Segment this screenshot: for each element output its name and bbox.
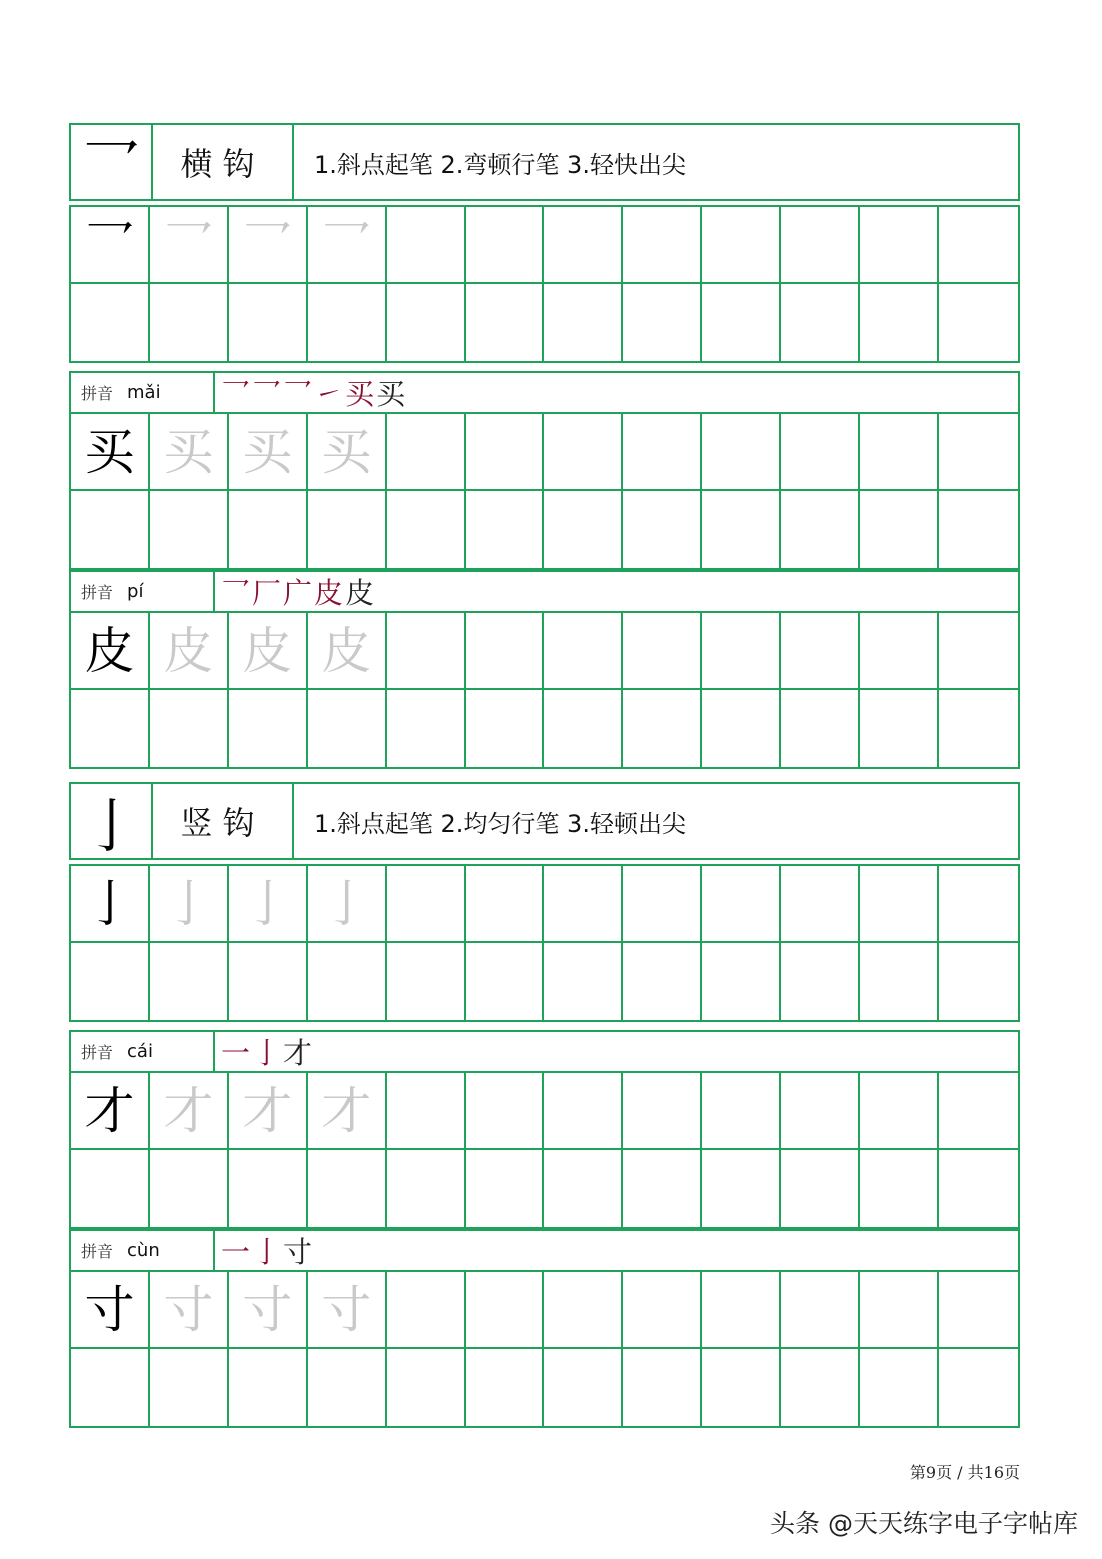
write-cell[interactable] — [623, 866, 702, 943]
stroke-name: 竖钩 — [153, 784, 294, 858]
stroke-order — [215, 1231, 314, 1270]
model-cell: 乛 — [71, 207, 150, 284]
practice-grid-henggou — [69, 205, 1020, 363]
write-cell[interactable] — [71, 491, 150, 568]
write-cell[interactable] — [781, 1349, 860, 1426]
stroke-order-step: 买 — [376, 377, 406, 411]
write-cell[interactable] — [860, 1073, 939, 1150]
write-cell[interactable] — [702, 284, 781, 361]
write-cell[interactable] — [702, 1272, 781, 1349]
write-cell[interactable] — [387, 284, 466, 361]
write-cell[interactable] — [860, 284, 939, 361]
write-cell[interactable] — [623, 1073, 702, 1150]
practice-grid-cai — [69, 1071, 1020, 1229]
model-cell: 寸 — [71, 1272, 150, 1349]
stroke-order-step: 皮 — [314, 576, 344, 610]
write-cell[interactable] — [229, 284, 308, 361]
write-cell[interactable] — [623, 414, 702, 491]
write-cell[interactable] — [229, 690, 308, 767]
write-cell[interactable] — [544, 284, 623, 361]
stroke-order-step: 乛 — [221, 576, 251, 610]
write-cell[interactable] — [623, 207, 702, 284]
write-cell[interactable] — [939, 1150, 1018, 1227]
trace-cell: 才 — [150, 1073, 229, 1150]
write-cell[interactable] — [387, 491, 466, 568]
trace-cell: 乛 — [229, 207, 308, 284]
write-cell[interactable] — [939, 866, 1018, 943]
write-cell[interactable] — [702, 613, 781, 690]
write-cell[interactable] — [229, 491, 308, 568]
stroke-order — [215, 572, 376, 611]
pinyin-row-cai — [69, 1030, 1020, 1071]
stroke-order-step: 买 — [345, 377, 375, 411]
write-cell[interactable] — [229, 943, 308, 1020]
trace-cell: 亅 — [308, 866, 387, 943]
write-cell[interactable] — [466, 491, 545, 568]
pinyin-label: 拼音 — [81, 1043, 114, 1062]
write-cell[interactable] — [939, 207, 1018, 284]
write-cell[interactable] — [939, 1349, 1018, 1426]
write-cell[interactable] — [939, 943, 1018, 1020]
trace-cell: 买 — [150, 414, 229, 491]
practice-grid-pi — [69, 611, 1020, 769]
write-cell[interactable] — [544, 1150, 623, 1227]
write-cell[interactable] — [939, 690, 1018, 767]
pinyin-row-pi — [69, 570, 1020, 611]
write-cell[interactable] — [544, 491, 623, 568]
write-cell[interactable] — [939, 613, 1018, 690]
pinyin-value: mǎi — [127, 382, 161, 403]
write-cell[interactable] — [466, 690, 545, 767]
write-cell[interactable] — [387, 1349, 466, 1426]
write-cell[interactable] — [781, 866, 860, 943]
stroke-order-step: 寸 — [283, 1235, 313, 1269]
write-cell[interactable] — [466, 1073, 545, 1150]
write-cell[interactable] — [781, 414, 860, 491]
write-cell[interactable] — [860, 1349, 939, 1426]
stroke-order-step: 才 — [283, 1036, 313, 1070]
stroke-order-step: ㇀ — [314, 377, 344, 411]
write-cell[interactable] — [860, 207, 939, 284]
write-cell[interactable] — [387, 414, 466, 491]
practice-grid-cun — [69, 1270, 1020, 1428]
stroke-order-step: 一 — [221, 1036, 251, 1070]
write-cell[interactable] — [387, 1272, 466, 1349]
model-cell: 皮 — [71, 613, 150, 690]
write-cell[interactable] — [623, 1272, 702, 1349]
write-cell[interactable] — [387, 943, 466, 1020]
trace-cell: 亅 — [229, 866, 308, 943]
write-cell[interactable] — [623, 613, 702, 690]
write-cell[interactable] — [71, 1349, 150, 1426]
stroke-order-step: 乛 — [221, 377, 251, 411]
stroke-order-step: 乛 — [283, 377, 313, 411]
stroke-order-step: 乛 — [252, 377, 282, 411]
write-cell[interactable] — [781, 1150, 860, 1227]
pinyin-label: 拼音 — [81, 583, 114, 602]
write-cell[interactable] — [387, 866, 466, 943]
write-cell[interactable] — [702, 1349, 781, 1426]
write-cell[interactable] — [860, 613, 939, 690]
stroke-order-step: 厂 — [252, 576, 282, 610]
trace-cell: 寸 — [229, 1272, 308, 1349]
write-cell[interactable] — [150, 284, 229, 361]
write-cell[interactable] — [150, 491, 229, 568]
trace-cell: 皮 — [308, 613, 387, 690]
page-number: 第9页 / 共16页 — [909, 1463, 1020, 1482]
stroke-header-shugou — [69, 782, 1020, 860]
write-cell[interactable] — [702, 414, 781, 491]
write-cell[interactable] — [387, 207, 466, 284]
write-cell[interactable] — [860, 1150, 939, 1227]
write-cell[interactable] — [308, 943, 387, 1020]
write-cell[interactable] — [623, 284, 702, 361]
write-cell[interactable] — [702, 866, 781, 943]
write-cell[interactable] — [702, 1150, 781, 1227]
write-cell[interactable] — [150, 1150, 229, 1227]
write-cell[interactable] — [466, 1272, 545, 1349]
write-cell[interactable] — [939, 414, 1018, 491]
write-cell[interactable] — [623, 491, 702, 568]
write-cell[interactable] — [860, 414, 939, 491]
stroke-header-henggou — [69, 123, 1020, 201]
model-cell: 买 — [71, 414, 150, 491]
write-cell[interactable] — [71, 1150, 150, 1227]
write-cell[interactable] — [308, 491, 387, 568]
write-cell[interactable] — [387, 690, 466, 767]
stroke-order-step: 亅 — [252, 1235, 282, 1269]
write-cell[interactable] — [71, 690, 150, 767]
write-cell[interactable] — [466, 1349, 545, 1426]
write-cell[interactable] — [387, 613, 466, 690]
write-cell[interactable] — [466, 1150, 545, 1227]
write-cell[interactable] — [781, 207, 860, 284]
write-cell[interactable] — [544, 613, 623, 690]
write-cell[interactable] — [308, 284, 387, 361]
trace-cell: 寸 — [308, 1272, 387, 1349]
write-cell[interactable] — [702, 207, 781, 284]
write-cell[interactable] — [466, 414, 545, 491]
practice-grid-mai — [69, 412, 1020, 570]
write-cell[interactable] — [71, 284, 150, 361]
write-cell[interactable] — [623, 690, 702, 767]
write-cell[interactable] — [781, 284, 860, 361]
write-cell[interactable] — [544, 690, 623, 767]
write-cell[interactable] — [308, 690, 387, 767]
write-cell[interactable] — [939, 491, 1018, 568]
stroke-tips: 1.斜点起笔 2.均匀行笔 3.轻顿出尖 — [314, 809, 686, 838]
write-cell[interactable] — [544, 1272, 623, 1349]
watermark: 头条 @天天练字电子字帖库 — [770, 1509, 1078, 1538]
write-cell[interactable] — [150, 943, 229, 1020]
pinyin-value: cùn — [127, 1240, 160, 1261]
practice-grid-shugou — [69, 864, 1020, 1022]
trace-cell: 皮 — [229, 613, 308, 690]
write-cell[interactable] — [781, 1073, 860, 1150]
stroke-tips: 1.斜点起笔 2.弯顿行笔 3.轻快出尖 — [314, 150, 686, 179]
write-cell[interactable] — [781, 613, 860, 690]
write-cell[interactable] — [150, 690, 229, 767]
trace-cell: 才 — [308, 1073, 387, 1150]
write-cell[interactable] — [860, 491, 939, 568]
stroke-symbol: 乛 — [71, 125, 153, 199]
write-cell[interactable] — [623, 943, 702, 1020]
write-cell[interactable] — [939, 284, 1018, 361]
stroke-order-step: 皮 — [345, 576, 375, 610]
write-cell[interactable] — [544, 1073, 623, 1150]
trace-cell: 寸 — [150, 1272, 229, 1349]
trace-cell: 乛 — [150, 207, 229, 284]
write-cell[interactable] — [623, 1150, 702, 1227]
write-cell[interactable] — [71, 943, 150, 1020]
write-cell[interactable] — [702, 491, 781, 568]
write-cell[interactable] — [466, 284, 545, 361]
write-cell[interactable] — [860, 690, 939, 767]
write-cell[interactable] — [702, 1073, 781, 1150]
write-cell[interactable] — [860, 943, 939, 1020]
trace-cell: 买 — [229, 414, 308, 491]
write-cell[interactable] — [466, 207, 545, 284]
model-cell: 才 — [71, 1073, 150, 1150]
write-cell[interactable] — [623, 1349, 702, 1426]
stroke-order-step: 一 — [221, 1235, 251, 1269]
write-cell[interactable] — [939, 1073, 1018, 1150]
pinyin-label: 拼音 — [81, 384, 114, 403]
pinyin-value: cái — [127, 1041, 153, 1062]
write-cell[interactable] — [466, 866, 545, 943]
write-cell[interactable] — [781, 1272, 860, 1349]
write-cell[interactable] — [702, 690, 781, 767]
write-cell[interactable] — [387, 1073, 466, 1150]
write-cell[interactable] — [544, 866, 623, 943]
write-cell[interactable] — [544, 207, 623, 284]
stroke-order-step: 广 — [283, 576, 313, 610]
trace-cell: 才 — [229, 1073, 308, 1150]
write-cell[interactable] — [544, 943, 623, 1020]
write-cell[interactable] — [702, 943, 781, 1020]
pinyin-label: 拼音 — [81, 1242, 114, 1261]
write-cell[interactable] — [150, 1349, 229, 1426]
write-cell[interactable] — [466, 943, 545, 1020]
write-cell[interactable] — [781, 491, 860, 568]
stroke-order — [215, 1032, 314, 1071]
write-cell[interactable] — [860, 866, 939, 943]
trace-cell: 乛 — [308, 207, 387, 284]
write-cell[interactable] — [466, 613, 545, 690]
write-cell[interactable] — [860, 1272, 939, 1349]
write-cell[interactable] — [308, 1349, 387, 1426]
write-cell[interactable] — [387, 1150, 466, 1227]
trace-cell: 买 — [308, 414, 387, 491]
pinyin-row-cun — [69, 1229, 1020, 1270]
write-cell[interactable] — [229, 1150, 308, 1227]
write-cell[interactable] — [544, 1349, 623, 1426]
write-cell[interactable] — [939, 1272, 1018, 1349]
stroke-order-step: 亅 — [252, 1036, 282, 1070]
write-cell[interactable] — [781, 690, 860, 767]
stroke-name: 横钩 — [153, 125, 294, 199]
trace-cell: 亅 — [150, 866, 229, 943]
stroke-order — [215, 373, 407, 412]
pinyin-row-mai — [69, 371, 1020, 412]
write-cell[interactable] — [229, 1349, 308, 1426]
write-cell[interactable] — [781, 943, 860, 1020]
write-cell[interactable] — [308, 1150, 387, 1227]
stroke-symbol: 亅 — [71, 784, 153, 858]
trace-cell: 皮 — [150, 613, 229, 690]
model-cell: 亅 — [71, 866, 150, 943]
write-cell[interactable] — [544, 414, 623, 491]
pinyin-value: pí — [127, 581, 144, 602]
